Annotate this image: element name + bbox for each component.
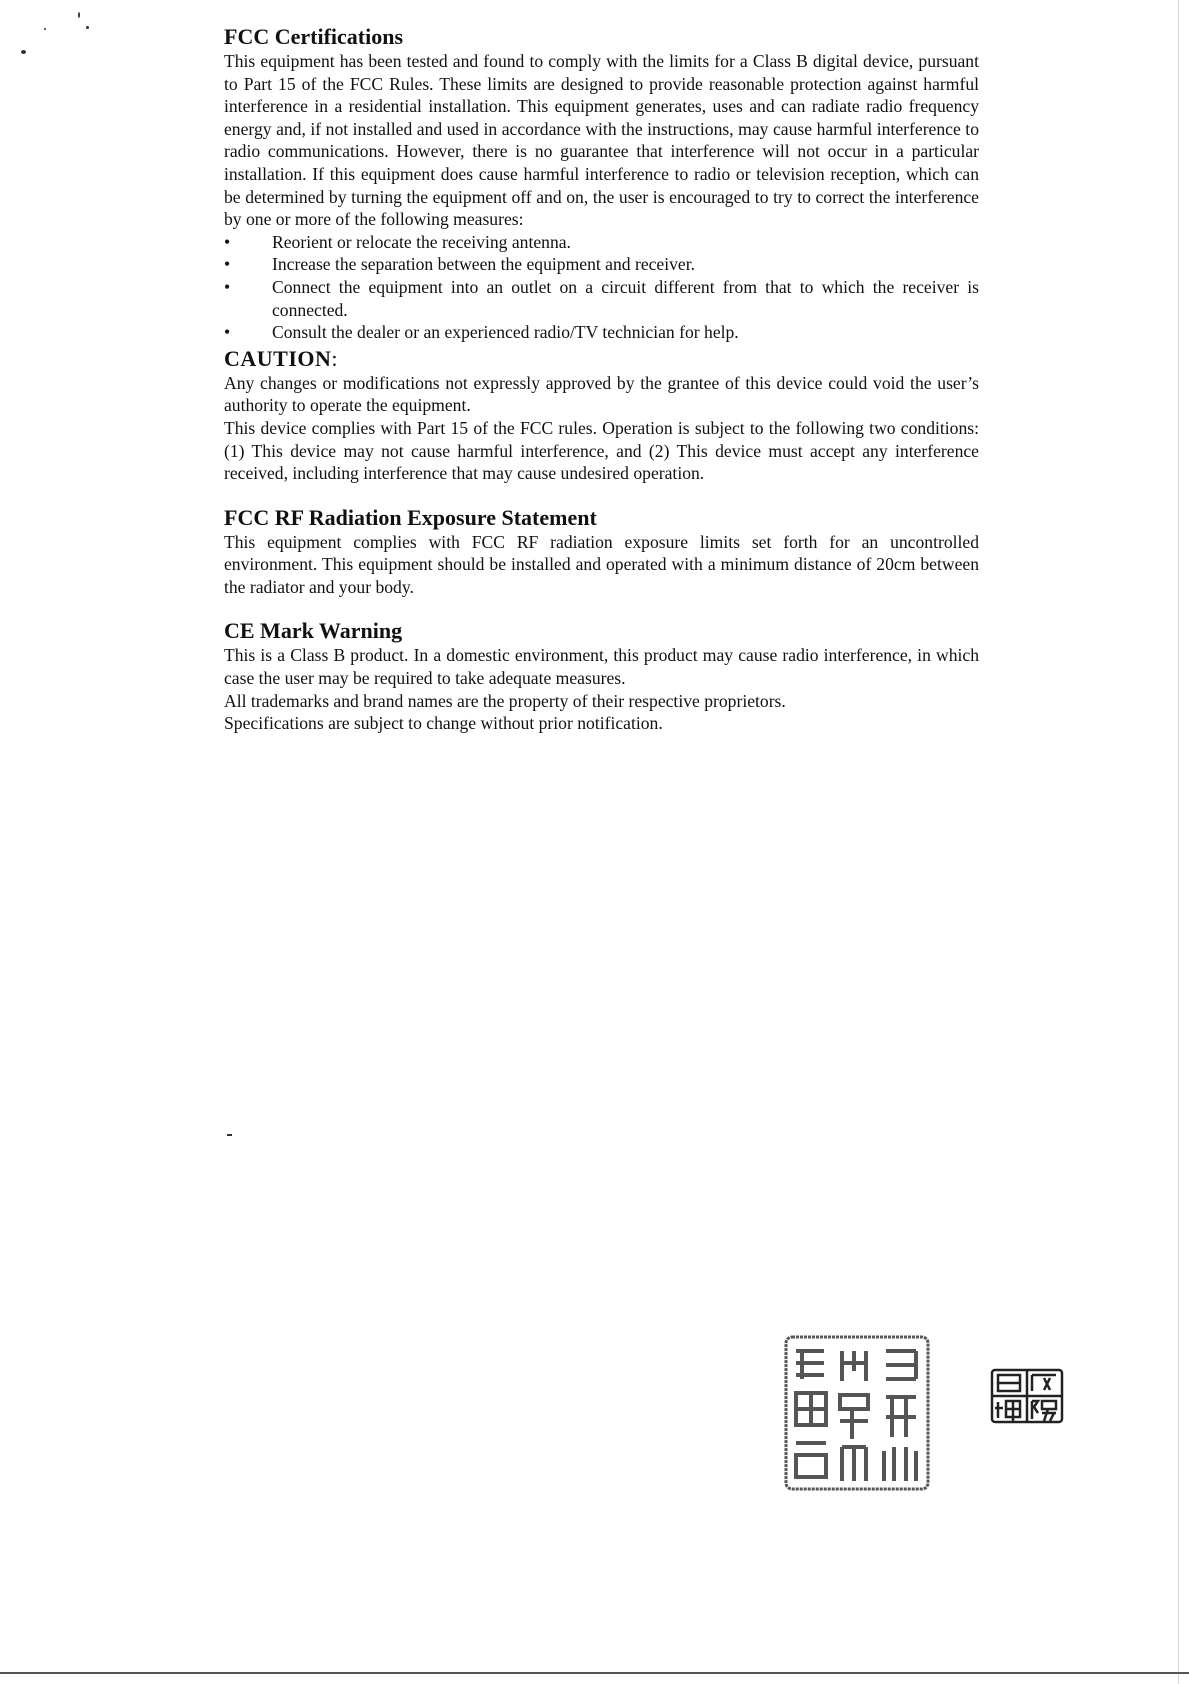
scan-speck xyxy=(21,50,26,54)
ce-mark-heading: CE Mark Warning xyxy=(224,618,403,644)
small-seal-stamp xyxy=(990,1368,1064,1424)
bullet-icon: • xyxy=(224,254,231,275)
scan-speck xyxy=(86,26,89,29)
scan-speck xyxy=(78,12,80,18)
bullet-icon: • xyxy=(224,322,231,343)
bullet-icon: • xyxy=(224,276,231,297)
fcc-certifications-heading: FCC Certifications xyxy=(224,24,404,49)
document-page xyxy=(224,24,979,735)
caution-paragraph-1: Any changes or modifications not expressly approved by the grantee of this device could void the user’s authority to operate the equipment. xyxy=(224,372,979,416)
rf-exposure-heading: FCC RF Radiation Exposure Statement xyxy=(224,504,597,530)
scan-speck xyxy=(227,1134,232,1136)
list-item: • Connect the equipment into an outlet on a circuit different from that to which the receiver is connected. xyxy=(224,276,979,320)
caution-heading: CAUTION: xyxy=(224,345,339,371)
caution-paragraph-2: This device complies with Part 15 of the FCC rules. Operation is subject to the following two conditions: (1) This device may not cause harmful interference, and (2) This device must accept any interference received, including interference that may cause undesired operation. xyxy=(224,417,979,484)
ce-paragraph-1: This is a Class B product. In a domestic environment, this product may cause radio interference, in which case the user may be required to take adequate measures. xyxy=(224,645,979,689)
list-item: • Reorient or relocate the receiving antenna. xyxy=(224,231,571,252)
scan-speck xyxy=(44,28,46,30)
large-seal-stamp xyxy=(782,1333,932,1493)
scan-bottom-line xyxy=(0,1672,1189,1674)
rf-exposure-body: This equipment complies with FCC RF radiation exposure limits set forth for an uncontrolled environment. This equipment should be installed and operated with a minimum distance of 20cm between the radiator and your body. xyxy=(224,531,979,597)
list-item: • Consult the dealer or an experienced radio/TV technician for help. xyxy=(224,322,739,343)
trademarks-note: All trademarks and brand names are the property of their respective proprietors. xyxy=(224,690,786,711)
scan-edge-line xyxy=(1178,0,1179,1684)
bullet-icon: • xyxy=(224,231,231,252)
fcc-measures-list xyxy=(224,231,979,344)
specifications-note: Specifications are subject to change without prior notification. xyxy=(224,713,663,734)
fcc-certifications-body: This equipment has been tested and found to comply with the limits for a Class B digital device, pursuant to Part 15 of the FCC Rules. These limits are designed to provide reasonable protection against harmful interference in a residential installation. This equipment generates, uses and can radiate radio frequency energy and, if not installed and used in accordance with the instructions, may cause harmful interference to radio communications. However, there is no guarantee that interference will not occur in a particular installation. If this equipment does cause harmful interference to radio or television reception, which can be determined by turning the equipment off and on, the user is encouraged to try to correct the interference by one or more of the following measures: xyxy=(224,51,979,230)
list-item: • Increase the separation between the equipment and receiver. xyxy=(224,254,696,275)
